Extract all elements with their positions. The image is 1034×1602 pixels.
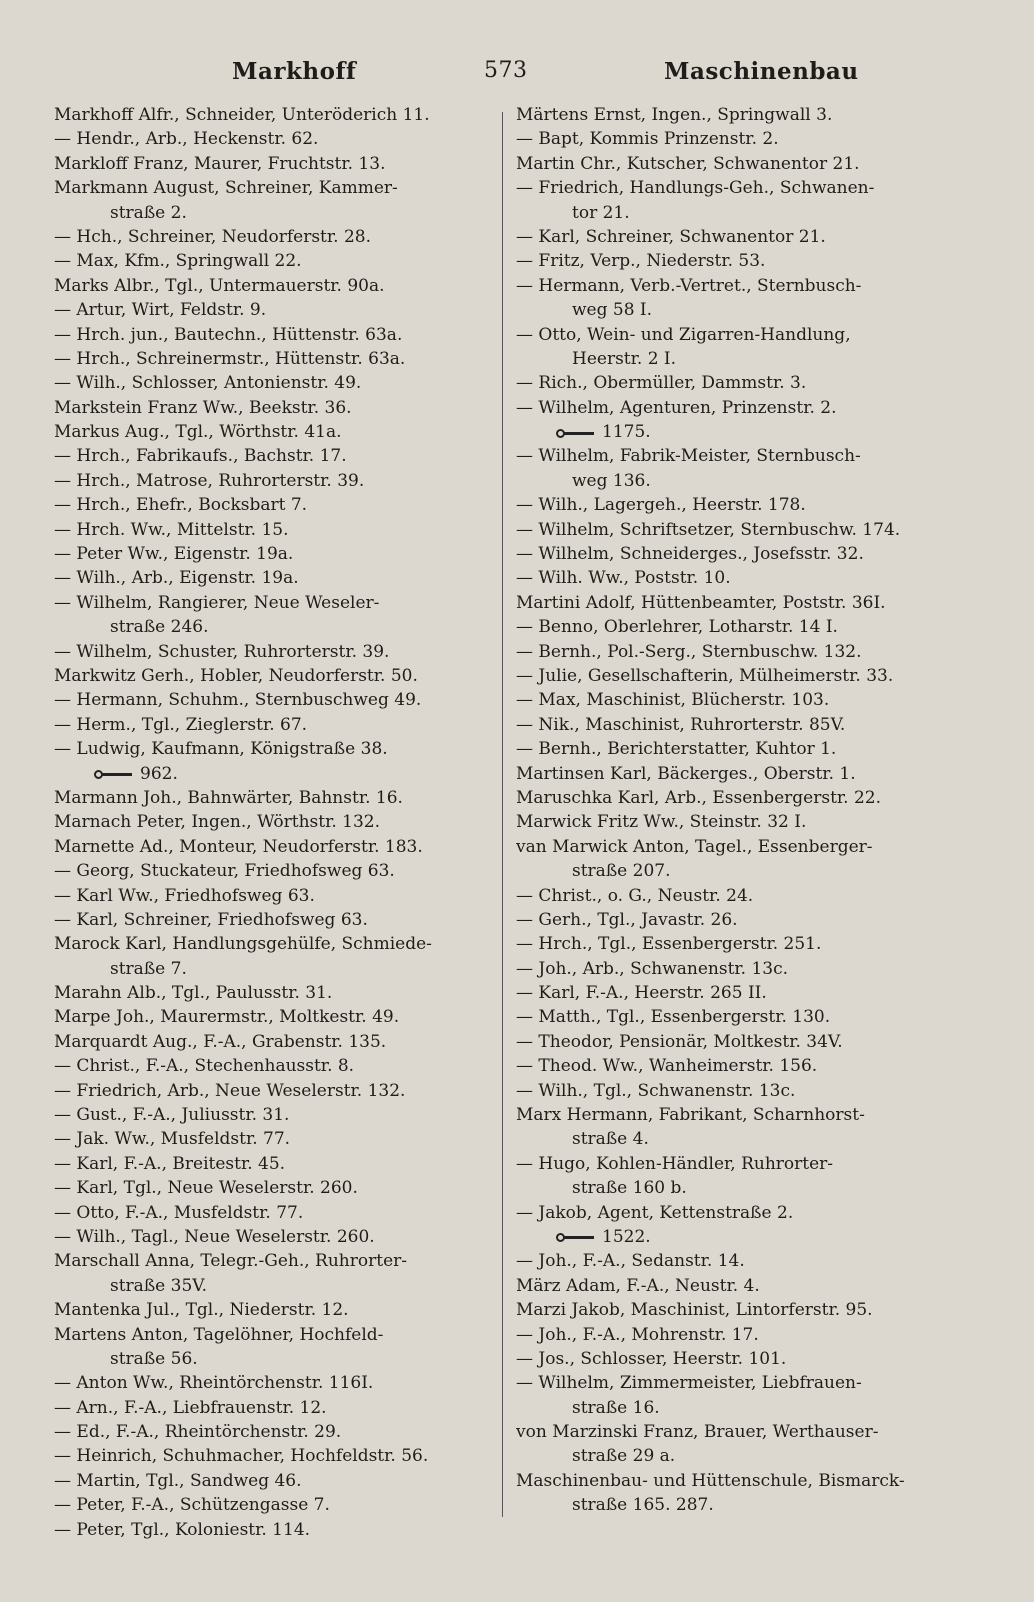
entry-text: — Peter, Tgl., Koloniestr. 114. (54, 1519, 311, 1540)
entry-text: — Heinrich, Schuhmacher, Hochfeldstr. 56. (54, 1446, 429, 1467)
directory-entry (54, 1176, 494, 1200)
entry-continuation (516, 859, 956, 883)
telephone-entry (54, 762, 494, 786)
entry-continuation (516, 201, 956, 225)
entry-text: — Fritz, Verp., Niederstr. 53. (516, 251, 766, 272)
entry-text: van Marwick Anton, Tagel., Essenberger- (516, 836, 873, 857)
entry-text: — Jakob, Agent, Kettenstraße 2. (516, 1202, 794, 1223)
directory-entry (54, 981, 494, 1005)
directory-entry (516, 1079, 956, 1103)
entry-text: — Wilhelm, Schneiderges., Josefsstr. 32. (516, 544, 864, 565)
directory-entry (54, 542, 494, 566)
entry-text: — Jos., Schlosser, Heerstr. 101. (516, 1348, 787, 1369)
directory-entry (516, 396, 956, 420)
entry-text: Marschall Anna, Telegr.-Geh., Ruhrorter- (54, 1251, 408, 1272)
entry-text: — Peter, F.-A., Schützengasse 7. (54, 1495, 330, 1516)
directory-entry (516, 640, 956, 664)
entry-text: — Hrch., Matrose, Ruhrorterstr. 39. (54, 470, 365, 491)
entry-text: — Wilh., Arb., Eigenstr. 19a. (54, 568, 299, 589)
directory-entry (516, 932, 956, 956)
entry-text: — Bernh., Pol.-Serg., Sternbuschw. 132. (516, 641, 862, 662)
directory-entry (516, 127, 956, 151)
entry-text: Märtens Ernst, Ingen., Springwall 3. (516, 105, 833, 125)
directory-entry (516, 810, 956, 834)
entry-text: straße 35V. (110, 1275, 207, 1296)
directory-entry (54, 1152, 494, 1176)
entry-continuation (54, 1347, 494, 1371)
entry-text: — Friedrich, Arb., Neue Weselerstr. 132. (54, 1080, 406, 1101)
directory-entry (54, 127, 494, 151)
entry-text: — Benno, Oberlehrer, Lotharstr. 14 I. (516, 617, 838, 638)
entry-text: — Rich., Obermüller, Dammstr. 3. (516, 373, 807, 394)
entry-text: — Wilh., Tagl., Neue Weselerstr. 260. (54, 1226, 375, 1247)
directory-entry (54, 176, 494, 200)
entry-text: Martens Anton, Tagelöhner, Hochfeld- (54, 1324, 384, 1345)
directory-entry (516, 615, 956, 639)
entry-text: straße 160 b. (572, 1178, 687, 1199)
directory-entry (54, 1201, 494, 1225)
directory-entry (54, 493, 494, 517)
directory-entry (54, 1323, 494, 1347)
directory-entry (54, 713, 494, 737)
entry-text: Marock Karl, Handlungsgehülfe, Schmiede- (54, 934, 432, 955)
entry-text: Marks Albr., Tgl., Untermauerstr. 90a. (54, 275, 385, 296)
entry-text: straße 29 a. (572, 1446, 676, 1467)
directory-entry (516, 908, 956, 932)
entry-text: — Joh., F.-A., Mohrenstr. 17. (516, 1324, 759, 1345)
directory-entry (54, 444, 494, 468)
entry-text: — Max, Maschinist, Blücherstr. 103. (516, 690, 830, 711)
entry-text: — Karl, F.-A., Breitestr. 45. (54, 1153, 286, 1174)
entry-text: — Peter Ww., Eigenstr. 19a. (54, 544, 294, 565)
entry-text: — Bapt, Kommis Prinzenstr. 2. (516, 129, 779, 150)
entry-text: straße 165. 287. (572, 1495, 714, 1516)
directory-entry (54, 591, 494, 615)
entry-text: — Theodor, Pensionär, Moltkestr. 34V. (516, 1031, 843, 1052)
entry-text: Marmann Joh., Bahnwärter, Bahnstr. 16. (54, 787, 403, 808)
entry-text: — Arn., F.-A., Liebfrauenstr. 12. (54, 1397, 327, 1418)
directory-entry (54, 1396, 494, 1420)
directory-entry (516, 884, 956, 908)
entry-text: Marnach Peter, Ingen., Wörthstr. 132. (54, 812, 381, 833)
entry-text: Markmann August, Schreiner, Kammer- (54, 178, 398, 199)
entry-text: — Julie, Gesellschafterin, Mülheimerstr. 33. (516, 665, 894, 686)
entry-text: — Hrch. jun., Bautechn., Hüttenstr. 63a. (54, 324, 403, 345)
entry-text: — Wilhelm, Fabrik-Meister, Sternbusch- (516, 446, 861, 467)
entry-text: — Hrch., Fabrikaufs., Bachstr. 17. (54, 446, 347, 467)
entry-text: Marwick Fritz Ww., Steinstr. 32 I. (516, 812, 807, 833)
entry-text: — Karl, Tgl., Neue Weselerstr. 260. (54, 1178, 358, 1199)
directory-entry (54, 298, 494, 322)
entry-text: Marpe Joh., Maurermstr., Moltkestr. 49. (54, 1007, 400, 1028)
entry-text: Markloff Franz, Maurer, Fruchtstr. 13. (54, 153, 386, 174)
entry-text: 1522. (602, 1226, 651, 1247)
entry-text: — Ludwig, Kaufmann, Königstraße 38. (54, 739, 388, 760)
entry-text: — Wilhelm, Zimmermeister, Liebfrauen- (516, 1373, 862, 1394)
entry-text: von Marzinski Franz, Brauer, Werthauser- (516, 1422, 879, 1443)
directory-entry (54, 396, 494, 420)
directory-entry (54, 1030, 494, 1054)
entry-text: — Karl Ww., Friedhofsweg 63. (54, 885, 315, 906)
directory-entry (54, 1469, 494, 1493)
entry-text: Marx Hermann, Fabrikant, Scharnhorst- (516, 1105, 865, 1126)
directory-entry (516, 762, 956, 786)
entry-text: — Joh., F.-A., Sedanstr. 14. (516, 1251, 745, 1272)
entry-text: — Ed., F.-A., Rheintörchenstr. 29. (54, 1422, 342, 1443)
directory-entry (54, 884, 494, 908)
entry-continuation (516, 1493, 956, 1517)
entry-text: März Adam, F.-A., Neustr. 4. (516, 1275, 760, 1296)
directory-entry (516, 1201, 956, 1225)
entry-continuation (516, 469, 956, 493)
directory-entry (54, 908, 494, 932)
entry-text: — Bernh., Berichterstatter, Kuhtor 1. (516, 739, 837, 760)
entry-text: tor 21. (572, 202, 630, 223)
entry-text: — Jak. Ww., Musfeldstr. 77. (54, 1129, 291, 1150)
entry-text: Marnette Ad., Monteur, Neudorferstr. 183. (54, 836, 423, 857)
directory-entry (54, 835, 494, 859)
entry-text: — Anton Ww., Rheintörchenstr. 116I. (54, 1373, 374, 1394)
entry-text: straße 207. (572, 861, 671, 882)
entry-text: Mantenka Jul., Tgl., Niederstr. 12. (54, 1300, 349, 1321)
directory-entry (54, 274, 494, 298)
directory-entry (516, 103, 956, 127)
entry-text: straße 16. (572, 1397, 660, 1418)
telephone-entry (516, 1225, 956, 1249)
directory-entry (516, 786, 956, 810)
directory-entry (516, 1030, 956, 1054)
entry-continuation (516, 1396, 956, 1420)
entry-text: Martini Adolf, Hüttenbeamter, Poststr. 36I. (516, 592, 886, 613)
entry-text: Martinsen Karl, Bäckerges., Oberstr. 1. (516, 763, 856, 784)
entry-text: Maschinenbau- und Hüttenschule, Bismarck- (516, 1470, 905, 1491)
directory-entry (54, 1079, 494, 1103)
entry-text: — Wilh., Tgl., Schwanenstr. 13c. (516, 1080, 796, 1101)
directory-entry (516, 493, 956, 517)
entry-text: Markus Aug., Tgl., Wörthstr. 41a. (54, 422, 342, 443)
entry-text: — Wilhelm, Agenturen, Prinzenstr. 2. (516, 397, 837, 418)
entry-text: — Hrch., Tgl., Essenbergerstr. 251. (516, 934, 822, 955)
directory-entry (54, 737, 494, 761)
entry-text: Markwitz Gerh., Hobler, Neudorferstr. 50. (54, 665, 418, 686)
directory-entry (516, 1469, 956, 1493)
entry-continuation (516, 347, 956, 371)
directory-entry (516, 323, 956, 347)
entry-text: — Karl, F.-A., Heerstr. 265 II. (516, 983, 767, 1004)
entry-text: Marzi Jakob, Maschinist, Lintorferstr. 95. (516, 1300, 873, 1321)
entry-text: — Hugo, Kohlen-Händler, Ruhrorter- (516, 1153, 834, 1174)
directory-entry (516, 1347, 956, 1371)
directory-entry (516, 542, 956, 566)
entry-text: — Martin, Tgl., Sandweg 46. (54, 1470, 302, 1491)
entry-text: — Wilh. Ww., Poststr. 10. (516, 568, 731, 589)
directory-entry (54, 1005, 494, 1029)
entry-text: — Matth., Tgl., Essenbergerstr. 130. (516, 1007, 831, 1028)
directory-entry (516, 737, 956, 761)
directory-entry (54, 518, 494, 542)
directory-entry (54, 103, 494, 127)
directory-entry (516, 274, 956, 298)
entry-text: — Otto, Wein- und Zigarren-Handlung, (516, 324, 851, 345)
left-column (54, 103, 494, 1542)
entry-text: — Gust., F.-A., Juliusstr. 31. (54, 1105, 290, 1126)
directory-entry (54, 1054, 494, 1078)
entry-text: Marahn Alb., Tgl., Paulusstr. 31. (54, 983, 333, 1004)
entry-text: straße 2. (110, 202, 187, 223)
directory-entry (516, 981, 956, 1005)
directory-entry (54, 1298, 494, 1322)
entry-text: Markhoff Alfr., Schneider, Unteröderich 11. (54, 105, 430, 125)
directory-entry (516, 444, 956, 468)
entry-text: — Otto, F.-A., Musfeldstr. 77. (54, 1202, 304, 1223)
entry-text: — Hermann, Verb.-Vertret., Sternbusch- (516, 275, 862, 296)
directory-entry (54, 1249, 494, 1273)
entry-text: — Christ., o. G., Neustr. 24. (516, 885, 754, 906)
entry-continuation (54, 1274, 494, 1298)
entry-continuation (516, 298, 956, 322)
entry-text: — Gerh., Tgl., Javastr. 26. (516, 909, 738, 930)
directory-entry (54, 1444, 494, 1468)
entry-text: — Wilh., Schlosser, Antonienstr. 49. (54, 373, 362, 394)
directory-entry (54, 640, 494, 664)
directory-entry (54, 1371, 494, 1395)
directory-entry (54, 859, 494, 883)
entry-continuation (516, 1444, 956, 1468)
entry-text: — Karl, Schreiner, Friedhofsweg 63. (54, 909, 368, 930)
entry-text: — Karl, Schreiner, Schwanentor 21. (516, 226, 826, 247)
entry-text: — Hendr., Arb., Heckenstr. 62. (54, 129, 319, 150)
directory-entry (516, 1420, 956, 1444)
entry-text: — Nik., Maschinist, Ruhrorterstr. 85V. (516, 714, 846, 735)
directory-entry (516, 591, 956, 615)
entry-text: weg 58 I. (572, 300, 653, 321)
entry-text: — Wilhelm, Schuster, Ruhrorterstr. 39. (54, 641, 390, 662)
directory-entry (516, 1152, 956, 1176)
entry-text: — Wilhelm, Schriftsetzer, Sternbuschw. 174. (516, 519, 901, 540)
entry-text: — Herm., Tgl., Zieglerstr. 67. (54, 714, 308, 735)
entry-text: Markstein Franz Ww., Beekstr. 36. (54, 397, 352, 418)
directory-entry (516, 225, 956, 249)
entry-text: — Max, Kfm., Springwall 22. (54, 251, 302, 272)
telephone-icon (556, 428, 596, 438)
entry-continuation (54, 957, 494, 981)
directory-entry (516, 566, 956, 590)
entry-text: 962. (140, 763, 178, 784)
directory-entry (54, 664, 494, 688)
directory-entry (54, 469, 494, 493)
entry-text: — Hrch., Schreinermstr., Hüttenstr. 63a. (54, 348, 406, 369)
column-divider (502, 112, 503, 1517)
directory-entry (54, 420, 494, 444)
right-column (516, 103, 956, 1518)
directory-entry (54, 1420, 494, 1444)
telephone-entry (516, 420, 956, 444)
directory-entry (54, 810, 494, 834)
directory-entry (54, 249, 494, 273)
entry-text: — Hch., Schreiner, Neudorferstr. 28. (54, 226, 371, 247)
directory-entry (54, 1518, 494, 1542)
entry-text: — Georg, Stuckateur, Friedhofsweg 63. (54, 861, 395, 882)
directory-entry (516, 664, 956, 688)
directory-entry (54, 566, 494, 590)
running-head-right: Maschinenbau (664, 58, 859, 85)
entry-text: Martin Chr., Kutscher, Schwanentor 21. (516, 153, 860, 174)
entry-text: straße 246. (110, 617, 209, 638)
page-number: 573 (484, 58, 528, 83)
directory-entry (54, 225, 494, 249)
entry-text: straße 7. (110, 958, 187, 979)
directory-entry (54, 152, 494, 176)
entry-text: — Hrch., Ehefr., Bocksbart 7. (54, 495, 308, 516)
entry-text: straße 56. (110, 1348, 198, 1369)
directory-entry (54, 1493, 494, 1517)
directory-entry (516, 518, 956, 542)
entry-continuation (54, 615, 494, 639)
running-head-left: Markhoff (232, 58, 357, 85)
entry-text: — Wilh., Lagergeh., Heerstr. 178. (516, 495, 806, 516)
entry-text: — Hermann, Schuhm., Sternbuschweg 49. (54, 690, 422, 711)
directory-entry (516, 835, 956, 859)
directory-entry (516, 1249, 956, 1273)
entry-text: — Wilhelm, Rangierer, Neue Weseler- (54, 592, 380, 613)
entry-continuation (516, 1127, 956, 1151)
directory-entry (516, 957, 956, 981)
directory-entry (516, 371, 956, 395)
entry-text: — Christ., F.-A., Stechenhausstr. 8. (54, 1056, 355, 1077)
directory-entry (54, 688, 494, 712)
directory-entry (54, 1127, 494, 1151)
directory-entry (54, 323, 494, 347)
directory-entry (54, 932, 494, 956)
entry-continuation (54, 201, 494, 225)
directory-entry (516, 1298, 956, 1322)
directory-entry (516, 1274, 956, 1298)
entry-text: Marquardt Aug., F.-A., Grabenstr. 135. (54, 1031, 387, 1052)
entry-text: — Theod. Ww., Wanheimerstr. 156. (516, 1056, 818, 1077)
directory-entry (516, 688, 956, 712)
entry-text: straße 4. (572, 1129, 649, 1150)
directory-entry (516, 249, 956, 273)
directory-entry (54, 371, 494, 395)
entry-text: — Hrch. Ww., Mittelstr. 15. (54, 519, 289, 540)
directory-entry (516, 1054, 956, 1078)
directory-entry (516, 1103, 956, 1127)
directory-entry (516, 1323, 956, 1347)
directory-entry (54, 1225, 494, 1249)
entry-text: — Friedrich, Handlungs-Geh., Schwanen- (516, 178, 875, 199)
entry-text: 1175. (602, 422, 651, 443)
directory-entry (54, 347, 494, 371)
directory-entry (516, 1371, 956, 1395)
directory-entry (516, 1005, 956, 1029)
directory-entry (54, 786, 494, 810)
entry-text: — Joh., Arb., Schwanenstr. 13c. (516, 958, 789, 979)
directory-entry (516, 713, 956, 737)
entry-text: Heerstr. 2 I. (572, 348, 677, 369)
entry-text: weg 136. (572, 470, 651, 491)
telephone-icon (94, 769, 134, 779)
directory-entry (516, 176, 956, 200)
entry-text: Maruschka Karl, Arb., Essenbergerstr. 22. (516, 787, 882, 808)
directory-entry (516, 152, 956, 176)
telephone-icon (556, 1232, 596, 1242)
directory-entry (54, 1103, 494, 1127)
entry-continuation (516, 1176, 956, 1200)
entry-text: — Artur, Wirt, Feldstr. 9. (54, 300, 267, 321)
